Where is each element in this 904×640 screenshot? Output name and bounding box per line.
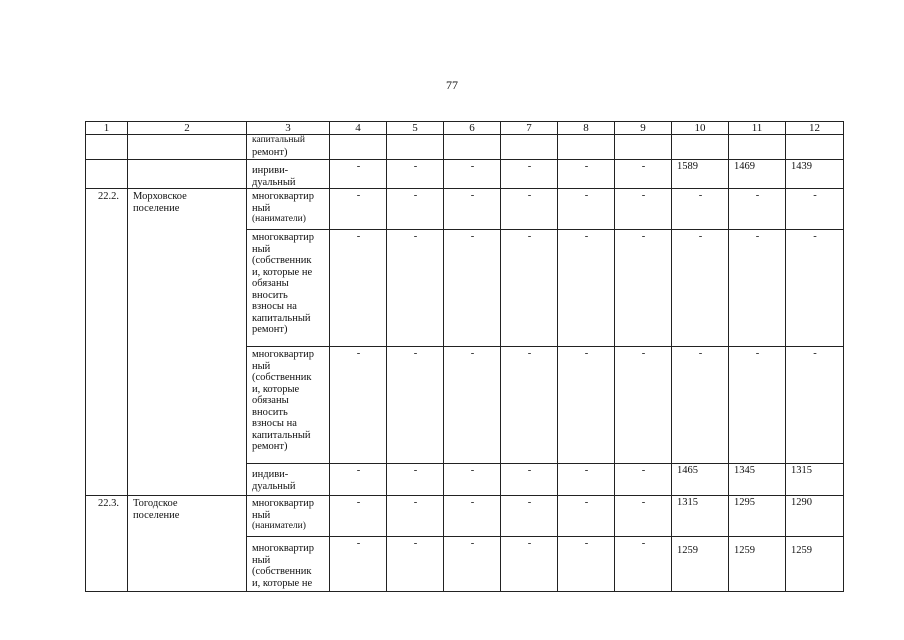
header-cell: 10: [672, 122, 729, 135]
table-row: [86, 135, 844, 160]
value-cell: 1439: [786, 160, 844, 189]
value-cell: -: [501, 347, 558, 464]
value-cell: -: [558, 160, 615, 189]
category-cell: [247, 537, 330, 592]
value-cell: 1345: [729, 464, 786, 496]
value-cell: -: [615, 347, 672, 464]
category-line: и, которые не: [252, 577, 313, 589]
value-cell: -: [615, 496, 672, 537]
value-cell: -: [444, 189, 501, 230]
number-cell: [86, 135, 128, 160]
category-line: инриви-: [252, 165, 289, 176]
value-cell: [387, 135, 444, 160]
category-line: ремонт): [252, 441, 288, 452]
settlement-cell: [128, 135, 247, 160]
value-cell: -: [558, 496, 615, 537]
category-line: дуальный: [252, 176, 296, 188]
value-cell: -: [444, 464, 501, 496]
value-cell: -: [786, 189, 844, 230]
category-cell: [247, 496, 330, 537]
value-cell: [330, 135, 387, 160]
value-cell: -: [729, 189, 786, 230]
value-cell: [786, 135, 844, 160]
value-cell: [615, 135, 672, 160]
value-cell: 1290: [786, 496, 844, 537]
category-line: индиви-: [252, 469, 289, 480]
value-cell: -: [444, 537, 501, 592]
value-cell: [501, 135, 558, 160]
number-cell: [86, 160, 128, 189]
category-line: (собственник: [252, 372, 312, 383]
table-row: [86, 160, 844, 189]
value-cell: -: [501, 230, 558, 347]
value-cell: -: [387, 189, 444, 230]
value-cell: 1315: [672, 496, 729, 537]
category-line: дуальный: [252, 480, 296, 492]
value-cell: -: [786, 230, 844, 347]
header-cell: 7: [501, 122, 558, 135]
category-line: ный: [252, 360, 271, 372]
value-cell: -: [558, 230, 615, 347]
header-cell: 2: [128, 122, 247, 135]
value-cell: -: [330, 230, 387, 347]
header-cell: 12: [786, 122, 844, 135]
category-line: вносить: [252, 289, 288, 301]
category-line: ремонт): [252, 324, 288, 335]
category-line: капитальный: [252, 429, 311, 441]
category-line: ный: [252, 202, 271, 214]
category-line: и, которые не: [252, 266, 313, 278]
value-cell: -: [615, 160, 672, 189]
value-cell: -: [615, 537, 672, 592]
category-line: многоквартир: [252, 349, 314, 360]
value-cell: -: [444, 347, 501, 464]
value-cell: -: [330, 537, 387, 592]
settlement-name-line: Морховское: [133, 191, 187, 202]
category-line: капитальный: [252, 312, 311, 324]
value-cell: -: [501, 464, 558, 496]
value-cell: -: [387, 537, 444, 592]
header-row: [86, 122, 844, 135]
header-cell: 3: [247, 122, 330, 135]
row-number: 22.2.: [86, 189, 128, 496]
header-cell: 1: [86, 122, 128, 135]
tariff-table: [85, 121, 844, 592]
header-cell: 4: [330, 122, 387, 135]
value-cell: -: [387, 464, 444, 496]
value-cell: -: [330, 496, 387, 537]
category-line: и, которые: [252, 383, 300, 395]
value-cell: -: [387, 230, 444, 347]
header-cell: 5: [387, 122, 444, 135]
category-line: ный: [252, 554, 271, 566]
value-cell: -: [501, 537, 558, 592]
category-line: (наниматели): [252, 214, 306, 224]
value-cell: [558, 135, 615, 160]
value-cell: -: [444, 496, 501, 537]
category-cell: [247, 230, 330, 347]
value-cell: -: [615, 189, 672, 230]
value-cell: -: [444, 230, 501, 347]
value-cell: 1465: [672, 464, 729, 496]
value-cell: 1315: [786, 464, 844, 496]
value-cell: -: [672, 347, 729, 464]
value-cell: -: [501, 160, 558, 189]
page-number: 77: [446, 78, 458, 92]
value-cell: 1259: [729, 537, 786, 592]
category-cell: [247, 464, 330, 496]
value-cell: -: [444, 160, 501, 189]
value-cell: -: [615, 464, 672, 496]
category-line: капитальный: [252, 135, 305, 145]
value-cell: -: [330, 464, 387, 496]
header-cell: 6: [444, 122, 501, 135]
value-cell: -: [558, 189, 615, 230]
settlement-name: [128, 496, 247, 592]
category-cell: [247, 160, 330, 189]
value-cell: -: [558, 347, 615, 464]
value-cell: -: [501, 496, 558, 537]
category-line: взносы на: [252, 301, 297, 312]
value-cell: -: [387, 160, 444, 189]
settlement-name-line: поселение: [133, 202, 180, 214]
category-line: ный: [252, 243, 271, 255]
value-cell: -: [786, 347, 844, 464]
table-row: [86, 189, 844, 230]
category-line: многоквартир: [252, 498, 314, 509]
value-cell: -: [558, 464, 615, 496]
value-cell: 1259: [786, 537, 844, 592]
value-cell: -: [672, 230, 729, 347]
settlement-name-line: Тогодское: [133, 498, 178, 509]
category-cell: [247, 189, 330, 230]
category-line: (собственник: [252, 566, 312, 577]
category-line: вносить: [252, 406, 288, 418]
header-cell: 9: [615, 122, 672, 135]
value-cell: 1589: [672, 160, 729, 189]
value-cell: [672, 135, 729, 160]
value-cell: -: [729, 347, 786, 464]
value-cell: -: [501, 189, 558, 230]
header-cell: 11: [729, 122, 786, 135]
settlement-cell: [128, 160, 247, 189]
settlement-name-line: поселение: [133, 509, 180, 521]
category-line: ремонт): [252, 146, 288, 158]
category-line: обязаны: [252, 278, 289, 289]
value-cell: -: [615, 230, 672, 347]
value-cell: -: [672, 189, 729, 230]
category-line: ный: [252, 509, 271, 521]
category-line: многоквартир: [252, 191, 314, 202]
value-cell: -: [330, 347, 387, 464]
value-cell: 1469: [729, 160, 786, 189]
value-cell: -: [558, 537, 615, 592]
category-line: многоквартир: [252, 232, 314, 243]
category-cell: [247, 347, 330, 464]
category-line: (собственник: [252, 255, 312, 266]
value-cell: [729, 135, 786, 160]
category-line: взносы на: [252, 418, 297, 429]
category-cell: [247, 135, 330, 160]
value-cell: 1259: [672, 537, 729, 592]
value-cell: -: [330, 160, 387, 189]
settlement-name: [128, 189, 247, 496]
value-cell: -: [387, 347, 444, 464]
header-cell: 8: [558, 122, 615, 135]
value-cell: -: [330, 189, 387, 230]
value-cell: 1295: [729, 496, 786, 537]
category-line: многоквартир: [252, 543, 314, 554]
value-cell: -: [729, 230, 786, 347]
table-row: [86, 496, 844, 537]
value-cell: -: [387, 496, 444, 537]
category-line: обязаны: [252, 395, 289, 406]
row-number: 22.3.: [86, 496, 128, 592]
value-cell: [444, 135, 501, 160]
category-line: (наниматели): [252, 521, 306, 531]
